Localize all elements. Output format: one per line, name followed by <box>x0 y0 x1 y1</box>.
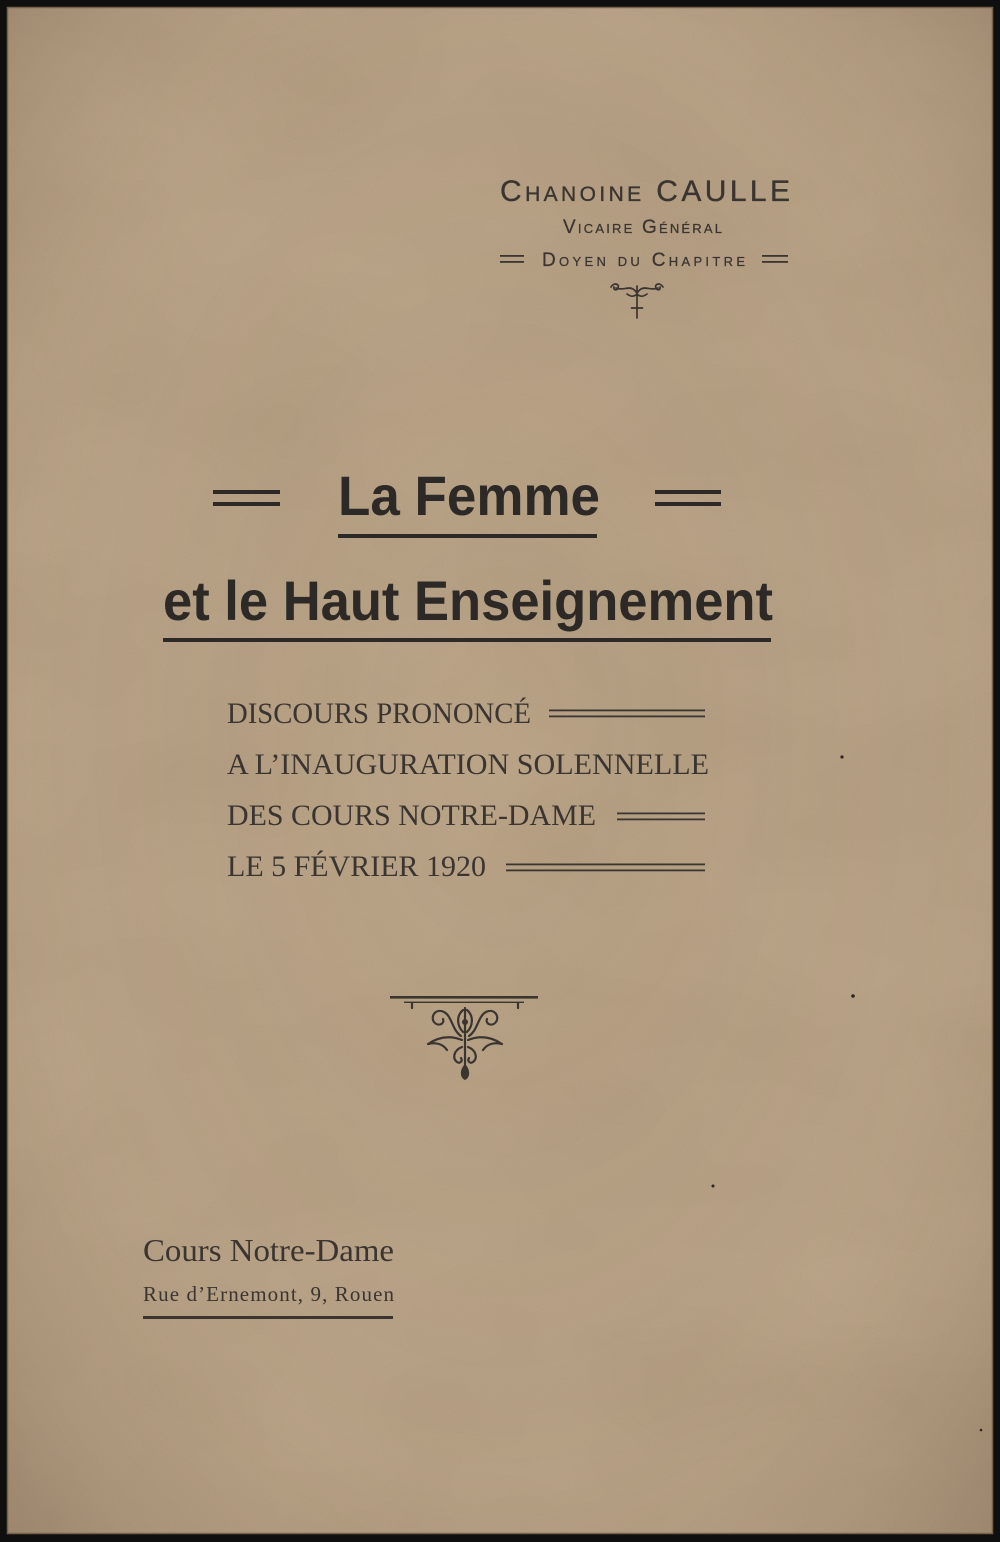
rule-line <box>506 864 705 866</box>
rule-line <box>617 813 705 815</box>
subtitle-line-2: A L’INAUGURATION SOLENNELLE <box>227 748 709 781</box>
fleuron-bottom-rule <box>404 1002 524 1003</box>
title-underline-1 <box>338 534 597 538</box>
subtitle-line-3: DES COURS NOTRE-DAME <box>227 799 596 832</box>
paper-speck <box>712 1185 715 1188</box>
paper-speck <box>851 994 855 998</box>
author-title: Vicaire Général <box>563 217 722 238</box>
rule-line <box>762 261 788 263</box>
author-name: Chanoine CAULLE <box>500 175 790 208</box>
rule-line <box>655 490 721 494</box>
fleuron-top-rule <box>390 996 538 999</box>
rule-line <box>655 502 721 506</box>
rule-line <box>762 255 788 257</box>
rule-line <box>213 490 280 494</box>
rule-line <box>549 710 705 712</box>
rule-line <box>617 819 705 821</box>
rule-line <box>500 255 524 257</box>
rule-line <box>506 870 705 872</box>
publisher-address: Rue d’Ernemont, 9, Rouen <box>143 1282 394 1306</box>
title-line-1: La Femme <box>338 464 600 527</box>
title-underline-2 <box>163 638 771 642</box>
paper-speck <box>980 1429 983 1432</box>
rule-line <box>500 261 524 263</box>
publisher-name: Cours Notre-Dame <box>143 1232 394 1268</box>
rule-line <box>549 716 705 718</box>
title-line-2: et le Haut Enseignement <box>163 569 773 632</box>
author-role: Doyen du Chapitre <box>542 250 745 271</box>
publisher-underline <box>143 1316 393 1319</box>
fleuron-bud <box>462 1019 468 1025</box>
subtitle-line-1: DISCOURS PRONONCÉ <box>227 697 531 730</box>
subtitle-line-4: LE 5 FÉVRIER 1920 <box>227 850 486 883</box>
rule-line <box>213 502 280 506</box>
paper-speck <box>840 755 843 758</box>
